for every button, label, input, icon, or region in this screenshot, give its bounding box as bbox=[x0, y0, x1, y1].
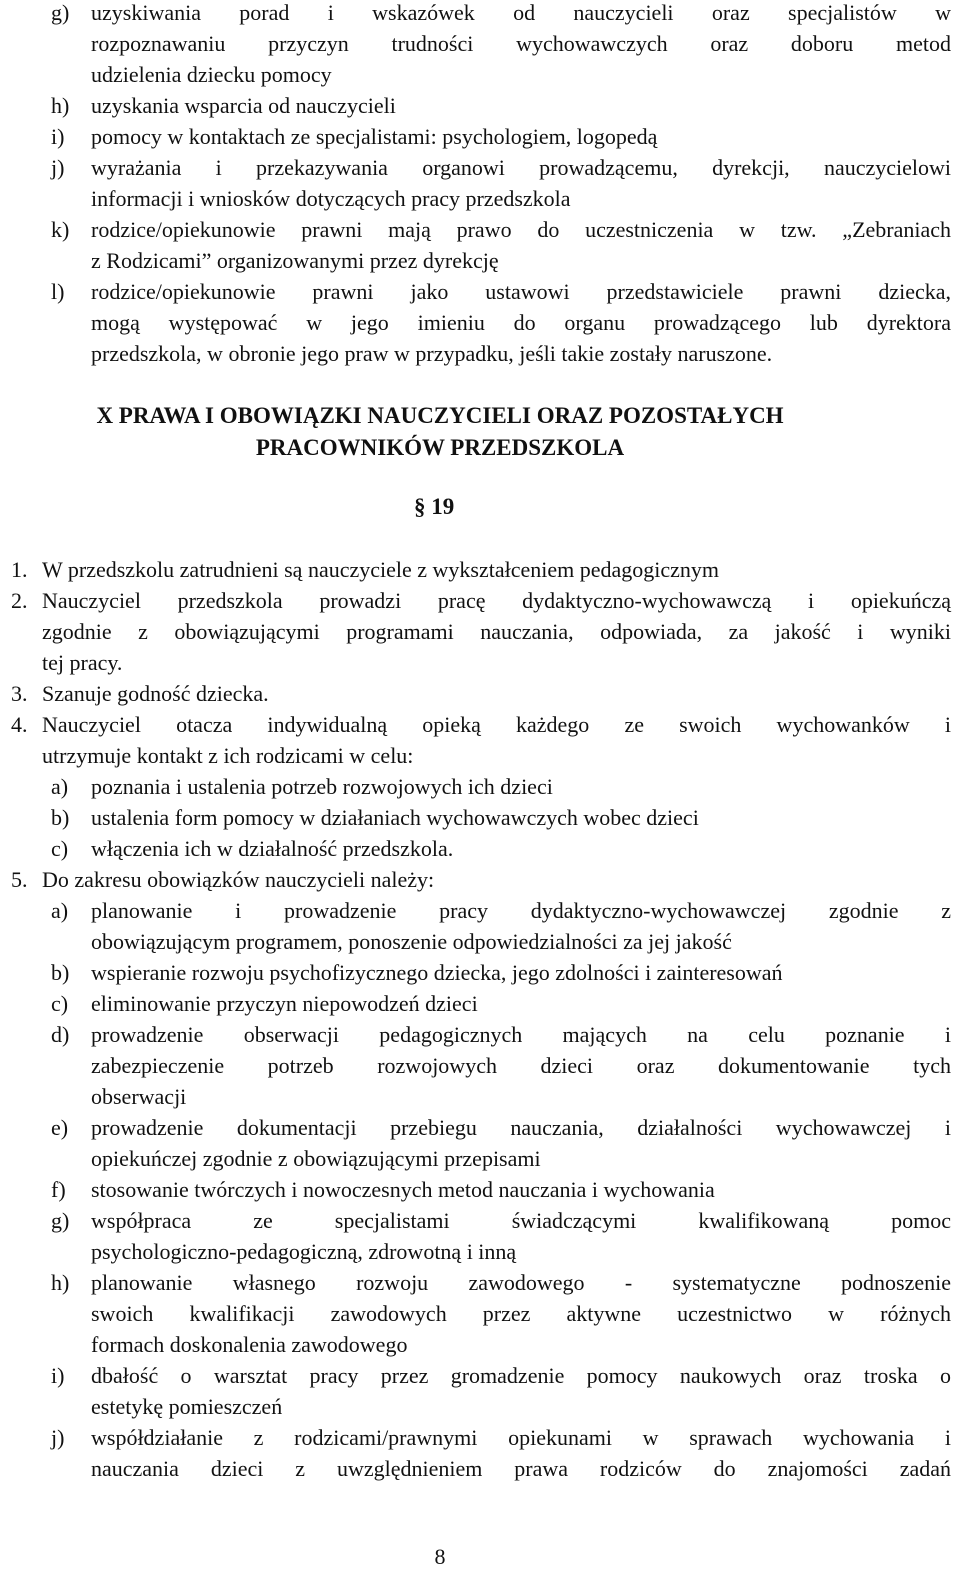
list-item-line: rozpoznawaniu przyczyn trudności wychowawczych oraz doboru metod bbox=[91, 31, 951, 56]
list-item-line: współdziałanie z rodzicami/prawnymi opiekunami w sprawach wychowania i bbox=[91, 1425, 951, 1450]
list-item-line: udzielenia dziecku pomocy bbox=[91, 62, 332, 87]
list-marker: l) bbox=[51, 279, 65, 304]
list-marker: h) bbox=[51, 93, 70, 118]
list-item-line: prowadzenie dokumentacji przebiegu nauczania, działalności wychowawczej i bbox=[91, 1115, 951, 1140]
section-heading-line2: PRACOWNIKÓW PRZEDSZKOLA bbox=[255, 435, 625, 460]
list-item-line: swoich kwalifikacji zawodowych przez aktywne uczestnictwo w różnych bbox=[91, 1301, 951, 1326]
list-item-line: planowanie i prowadzenie pracy dydaktyczno-wychowawczej zgodnie z bbox=[91, 898, 951, 923]
list-marker: e) bbox=[51, 1115, 69, 1140]
list-item-line: stosowanie twórczych i nowoczesnych metod nauczania i wychowania bbox=[91, 1177, 715, 1202]
list-marker: i) bbox=[51, 1363, 65, 1388]
paragraph-mark: § 19 bbox=[414, 494, 455, 519]
list-marker: f) bbox=[51, 1177, 66, 1202]
list-marker: g) bbox=[51, 0, 70, 25]
list-marker: h) bbox=[51, 1270, 70, 1295]
list-item-line: obowiązującym programem, ponoszenie odpowiedzialności za jej jakość bbox=[91, 929, 732, 954]
list-marker: j) bbox=[51, 155, 65, 180]
list-item-line: zabezpieczenie potrzeb rozwojowych dzieci oraz dokumentowanie tych bbox=[91, 1053, 951, 1078]
numbered-item-line: Nauczyciel przedszkola prowadzi pracę dydaktyczno-wychowawczą i opiekuńczą bbox=[42, 588, 951, 613]
list-marker: j) bbox=[51, 1425, 65, 1450]
numbered-item-line: utrzymuje kontakt z ich rodzicami w celu: bbox=[42, 743, 414, 768]
list-item-line: z Rodzicami” organizowanymi przez dyrekcję bbox=[91, 248, 499, 273]
list-item-line: pomocy w kontaktach ze specjalistami: psychologiem, logopedą bbox=[91, 124, 658, 149]
list-item-line: ustalenia form pomocy w działaniach wychowawczych wobec dzieci bbox=[91, 805, 699, 830]
list-marker: b) bbox=[51, 805, 70, 830]
numbered-item-line: Szanuje godność dziecka. bbox=[42, 681, 269, 706]
section-heading-line1: X PRAWA I OBOWIĄZKI NAUCZYCIELI ORAZ POZOSTAŁYCH bbox=[96, 403, 784, 428]
list-item-line: rodzice/opiekunowie prawni jako ustawowi przedstawiciele prawni dziecka, bbox=[91, 279, 951, 304]
numbered-item-line: Do zakresu obowiązków nauczycieli należy: bbox=[42, 867, 435, 892]
numbered-item-line: tej pracy. bbox=[42, 650, 123, 675]
list-marker: c) bbox=[51, 991, 69, 1016]
list-item-line: planowanie własnego rozwoju zawodowego - systematyczne podnoszenie bbox=[91, 1270, 951, 1295]
list-item-line: prowadzenie obserwacji pedagogicznych mających na celu poznanie i bbox=[91, 1022, 951, 1047]
list-item-line: nauczania dzieci z uwzględnieniem prawa rodziców do znajomości zadań bbox=[91, 1456, 951, 1481]
item-number: 3. bbox=[11, 681, 28, 706]
numbered-item-line: Nauczyciel otacza indywidualną opieką każdego ze swoich wychowanków i bbox=[42, 712, 951, 737]
list-marker: d) bbox=[51, 1022, 70, 1047]
list-item-line: informacji i wniosków dotyczących pracy przedszkola bbox=[91, 186, 571, 211]
page-number: 8 bbox=[434, 1544, 446, 1569]
list-marker: i) bbox=[51, 124, 65, 149]
list-item-line: obserwacji bbox=[91, 1084, 187, 1109]
list-item-line: rodzice/opiekunowie prawni mają prawo do uczestniczenia w tzw. „Zebraniach bbox=[91, 217, 951, 242]
item-number: 1. bbox=[11, 557, 28, 582]
list-item-line: estetykę pomieszczeń bbox=[91, 1394, 283, 1419]
list-item-line: wspieranie rozwoju psychofizycznego dziecka, jego zdolności i zainteresowań bbox=[91, 960, 783, 985]
item-number: 4. bbox=[11, 712, 28, 737]
list-marker: c) bbox=[51, 836, 69, 861]
list-marker: g) bbox=[51, 1208, 70, 1233]
list-item-line: włączenia ich w działalność przedszkola. bbox=[91, 836, 454, 861]
list-marker: b) bbox=[51, 960, 70, 985]
list-item-line: uzyskiwania porad i wskazówek od nauczycieli oraz specjalistów w bbox=[91, 0, 951, 25]
list-item-line: poznania i ustalenia potrzeb rozwojowych ich dzieci bbox=[91, 774, 553, 799]
list-item-line: wyrażania i przekazywania organowi prowadzącemu, dyrekcji, nauczycielowi bbox=[91, 155, 951, 180]
list-item-line: dbałość o warsztat pracy przez gromadzenie pomocy naukowych oraz troska o bbox=[91, 1363, 951, 1388]
list-marker: a) bbox=[51, 898, 69, 923]
list-marker: a) bbox=[51, 774, 69, 799]
list-item-line: mogą występować w jego imieniu do organu prowadzącego lub dyrektora bbox=[91, 310, 951, 335]
numbered-item-line: zgodnie z obowiązującymi programami nauczania, odpowiada, za jakość i wyniki bbox=[42, 619, 951, 644]
list-item-line: formach doskonalenia zawodowego bbox=[91, 1332, 408, 1357]
list-item-line: opiekuńczej zgodnie z obowiązującymi przepisami bbox=[91, 1146, 541, 1171]
list-item-line: uzyskania wsparcia od nauczycieli bbox=[91, 93, 396, 118]
list-item-line: przedszkola, w obronie jego praw w przypadku, jeśli takie zostały naruszone. bbox=[91, 341, 773, 366]
list-item-line: psychologiczno-pedagogiczną, zdrowotną i inną bbox=[91, 1239, 517, 1264]
item-number: 5. bbox=[11, 867, 28, 892]
list-item-line: współpraca ze specjalistami świadczącymi kwalifikowaną pomoc bbox=[91, 1208, 951, 1233]
list-marker: k) bbox=[51, 217, 70, 242]
item-number: 2. bbox=[11, 588, 28, 613]
numbered-item-line: W przedszkolu zatrudnieni są nauczyciele z wykształceniem pedagogicznym bbox=[42, 557, 720, 582]
list-item-line: eliminowanie przyczyn niepowodzeń dzieci bbox=[91, 991, 478, 1016]
